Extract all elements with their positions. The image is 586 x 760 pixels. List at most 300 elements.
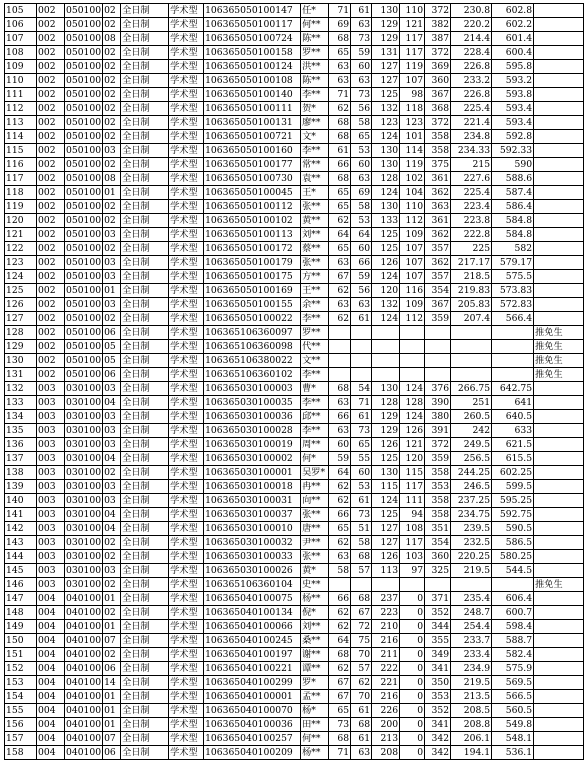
cell-remark [534, 662, 584, 676]
cell-subject2-score: 119 [400, 158, 425, 172]
cell-foreign-lang-score: 70 [351, 648, 372, 662]
cell-subject2-score: 108 [400, 522, 425, 536]
cell-retest-score: 219.5 [451, 676, 492, 690]
cell-degree-type: 学术型 [169, 214, 204, 228]
cell-major-code: 040100 [66, 747, 102, 758]
cell-subject1-score: 125 [372, 228, 400, 242]
cell-politics-score: 68 [329, 130, 351, 144]
cell-direction-code: 02 [103, 116, 121, 130]
cell-final-score: 575.9 [492, 662, 534, 676]
cell-candidate-name: 罗** [301, 46, 329, 60]
cell-final-score [492, 340, 534, 354]
cell-candidate-name: 何** [301, 18, 329, 32]
table-row [5, 382, 584, 396]
cell-seq: 150 [5, 634, 37, 648]
cell-subject2-score [400, 340, 425, 354]
cell-subject2-score: 121 [400, 438, 425, 452]
cell-seq: 145 [5, 564, 37, 578]
cell-politics-score [329, 340, 351, 354]
cell-subject2-score: 119 [400, 60, 425, 74]
cell-exam-id: 106365030100026 [204, 564, 301, 578]
cell-foreign-lang-score: 61 [351, 704, 372, 718]
cell-college-code: 002 [37, 88, 65, 102]
cell-subject1-score: 216 [372, 634, 400, 648]
cell-seq: 155 [5, 704, 37, 718]
cell-initial-total: 358 [425, 130, 451, 144]
cell-candidate-name: 桑** [301, 634, 329, 648]
cell-seq: 146 [5, 578, 37, 592]
cell-subject1-score: 124 [372, 186, 400, 200]
cell-politics-score: 63 [329, 60, 351, 74]
cell-degree-type: 学术型 [169, 466, 204, 480]
cell-candidate-name: 李** [301, 396, 329, 410]
cell-exam-id: 106365040100257 [204, 732, 301, 746]
cell-politics-score: 68 [329, 32, 351, 46]
cell-subject2-score [400, 368, 425, 382]
cell-direction-code: 02 [103, 536, 121, 550]
table-row [5, 158, 584, 172]
table-row [5, 606, 584, 620]
cell-candidate-name: 刘** [301, 228, 329, 242]
cell-subject2-score: 128 [400, 396, 425, 410]
cell-major-code: 050100 [66, 229, 102, 240]
cell-candidate-name: 常** [301, 158, 329, 172]
cell-final-score: 592.33 [492, 144, 534, 158]
cell-politics-score: 64 [329, 634, 351, 648]
cell-direction-code: 02 [103, 102, 121, 116]
cell-politics-score: 62 [329, 620, 351, 634]
cell-initial-total: 371 [425, 592, 451, 606]
cell-final-score: 593.8 [492, 88, 534, 102]
cell-study-mode: 全日制 [121, 270, 169, 284]
cell-final-score [492, 354, 534, 368]
cell-remark [534, 18, 584, 32]
cell-final-score: 595.25 [492, 494, 534, 508]
cell-candidate-name: 周** [301, 438, 329, 452]
cell-college-code: 003 [37, 480, 65, 494]
cell-remark [534, 410, 584, 424]
cell-direction-code: 04 [103, 508, 121, 522]
cell-degree-type: 学术型 [169, 284, 204, 298]
cell-college-code: 003 [37, 578, 65, 592]
cell-degree-type: 学术型 [169, 564, 204, 578]
cell-major-code: 030100 [66, 467, 102, 478]
cell-study-mode: 全日制 [121, 158, 169, 172]
cell-study-mode: 全日制 [121, 4, 169, 18]
cell-candidate-name: 罗** [301, 326, 329, 340]
table-body [5, 4, 584, 760]
cell-candidate-name: 李** [301, 424, 329, 438]
cell-seq: 113 [5, 116, 37, 130]
cell-major-code: 030100 [66, 481, 102, 492]
cell-subject2-score: 94 [400, 508, 425, 522]
cell-exam-id: 106365050100175 [204, 270, 301, 284]
cell-study-mode: 全日制 [121, 466, 169, 480]
cell-exam-id: 106365030100036 [204, 410, 301, 424]
cell-initial-total: 354 [425, 536, 451, 550]
cell-seq: 121 [5, 228, 37, 242]
cell-candidate-name: 倪* [301, 606, 329, 620]
table-row [5, 676, 584, 690]
cell-foreign-lang-score: 71 [351, 396, 372, 410]
cell-subject1-score: 211 [372, 648, 400, 662]
cell-retest-score: 266.75 [451, 382, 492, 396]
cell-retest-score: 256.5 [451, 452, 492, 466]
cell-degree-type: 学术型 [169, 32, 204, 46]
cell-initial-total: 342 [425, 746, 451, 760]
cell-remark [534, 606, 584, 620]
cell-foreign-lang-score: 51 [351, 522, 372, 536]
cell-degree-type: 学术型 [169, 354, 204, 368]
cell-final-score: 633 [492, 424, 534, 438]
cell-seq: 136 [5, 438, 37, 452]
cell-subject1-score: 132 [372, 298, 400, 312]
cell-study-mode: 全日制 [121, 298, 169, 312]
cell-subject1-score: 129 [372, 410, 400, 424]
cell-subject2-score: 102 [400, 172, 425, 186]
cell-direction-code: 03 [103, 270, 121, 284]
cell-politics-score: 62 [329, 284, 351, 298]
cell-final-score: 586.4 [492, 200, 534, 214]
cell-subject2-score: 112 [400, 312, 425, 326]
cell-politics-score: 71 [329, 88, 351, 102]
cell-final-score: 599.5 [492, 480, 534, 494]
cell-seq: 147 [5, 592, 37, 606]
cell-initial-total [425, 368, 451, 382]
cell-college-code: 002 [37, 116, 65, 130]
cell-subject1-score: 126 [372, 256, 400, 270]
cell-major-code: 050100 [66, 61, 102, 72]
cell-direction-code: 01 [103, 284, 121, 298]
cell-degree-type: 学术型 [169, 536, 204, 550]
cell-candidate-name: 张** [301, 508, 329, 522]
cell-seq: 153 [5, 676, 37, 690]
cell-college-code: 002 [37, 340, 65, 354]
cell-remark [534, 424, 584, 438]
cell-study-mode: 全日制 [121, 396, 169, 410]
cell-foreign-lang-score: 65 [351, 438, 372, 452]
cell-subject1-score: 125 [372, 88, 400, 102]
cell-exam-id: 106365106360097 [204, 326, 301, 340]
cell-college-code: 002 [37, 172, 65, 186]
cell-candidate-name: 曹* [301, 382, 329, 396]
cell-retest-score [451, 578, 492, 592]
cell-exam-id: 106365030100002 [204, 452, 301, 466]
cell-foreign-lang-score: 59 [351, 46, 372, 60]
cell-subject2-score: 107 [400, 74, 425, 88]
cell-final-score [492, 326, 534, 340]
cell-remark [534, 102, 584, 116]
cell-politics-score: 69 [329, 18, 351, 32]
cell-candidate-name: 谭** [301, 662, 329, 676]
cell-final-score: 598.4 [492, 620, 534, 634]
cell-exam-id: 106365050100124 [204, 60, 301, 74]
cell-politics-score: 63 [329, 256, 351, 270]
cell-exam-id: 106365106360102 [204, 368, 301, 382]
cell-seq: 126 [5, 298, 37, 312]
cell-exam-id: 106365030100019 [204, 438, 301, 452]
cell-subject2-score: 117 [400, 46, 425, 60]
table-row [5, 732, 584, 746]
cell-subject1-score: 126 [372, 550, 400, 564]
cell-degree-type: 学术型 [169, 312, 204, 326]
cell-exam-id: 106365050100111 [204, 102, 301, 116]
cell-degree-type: 学术型 [169, 606, 204, 620]
cell-initial-total: 325 [425, 564, 451, 578]
cell-college-code: 003 [37, 438, 65, 452]
cell-exam-id: 106365050100147 [204, 4, 301, 18]
cell-politics-score [329, 354, 351, 368]
cell-subject1-score: 223 [372, 606, 400, 620]
cell-politics-score: 65 [329, 200, 351, 214]
cell-study-mode: 全日制 [121, 354, 169, 368]
cell-direction-code: 14 [103, 676, 121, 690]
cell-subject1-score: 210 [372, 620, 400, 634]
cell-major-code: 030100 [66, 425, 102, 436]
table-row [5, 522, 584, 536]
cell-initial-total: 362 [425, 256, 451, 270]
table-row [5, 480, 584, 494]
cell-foreign-lang-score: 61 [351, 4, 372, 18]
cell-exam-id: 106365050100721 [204, 130, 301, 144]
cell-major-code: 050100 [66, 145, 102, 156]
cell-exam-id: 106365040100299 [204, 676, 301, 690]
cell-retest-score: 217.17 [451, 256, 492, 270]
cell-subject1-score: 127 [372, 60, 400, 74]
cell-final-score: 600.7 [492, 606, 534, 620]
cell-candidate-name: 孟** [301, 690, 329, 704]
cell-direction-code: 08 [103, 172, 121, 186]
cell-initial-total: 359 [425, 452, 451, 466]
cell-direction-code: 03 [103, 144, 121, 158]
cell-politics-score: 62 [329, 662, 351, 676]
cell-exam-id: 106365030100035 [204, 396, 301, 410]
table-row [5, 116, 584, 130]
cell-degree-type: 学术型 [169, 4, 204, 18]
cell-exam-id: 106365050100022 [204, 312, 301, 326]
cell-foreign-lang-score [351, 578, 372, 592]
cell-major-code: 040100 [66, 607, 102, 618]
cell-candidate-name: 王** [301, 284, 329, 298]
cell-retest-score: 219.83 [451, 284, 492, 298]
cell-foreign-lang-score: 63 [351, 74, 372, 88]
cell-study-mode: 全日制 [121, 284, 169, 298]
cell-study-mode: 全日制 [121, 676, 169, 690]
cell-direction-code: 02 [103, 312, 121, 326]
cell-study-mode: 全日制 [121, 592, 169, 606]
cell-college-code: 002 [37, 46, 65, 60]
cell-politics-score: 61 [329, 144, 351, 158]
cell-final-score: 602.2 [492, 18, 534, 32]
cell-degree-type: 学术型 [169, 88, 204, 102]
cell-retest-score: 223.4 [451, 200, 492, 214]
cell-candidate-name: 刘** [301, 620, 329, 634]
table-row [5, 340, 584, 354]
cell-direction-code: 07 [103, 732, 121, 746]
cell-seq: 144 [5, 550, 37, 564]
cell-major-code: 050100 [66, 103, 102, 114]
cell-candidate-name: 陈** [301, 32, 329, 46]
cell-seq: 106 [5, 18, 37, 32]
cell-politics-score: 66 [329, 410, 351, 424]
cell-degree-type: 学术型 [169, 452, 204, 466]
cell-retest-score: 220.25 [451, 550, 492, 564]
cell-seq: 120 [5, 214, 37, 228]
cell-direction-code: 04 [103, 452, 121, 466]
cell-degree-type: 学术型 [169, 172, 204, 186]
cell-seq: 114 [5, 130, 37, 144]
cell-retest-score: 234.33 [451, 144, 492, 158]
cell-retest-score: 235.4 [451, 592, 492, 606]
cell-remark [534, 284, 584, 298]
cell-subject1-score: 129 [372, 32, 400, 46]
cell-exam-id: 106365050100172 [204, 242, 301, 256]
cell-exam-id: 106365040100036 [204, 718, 301, 732]
cell-foreign-lang-score: 60 [351, 60, 372, 74]
cell-remark [534, 32, 584, 46]
cell-subject1-score: 128 [372, 172, 400, 186]
cell-seq: 125 [5, 284, 37, 298]
cell-initial-total [425, 340, 451, 354]
cell-direction-code: 03 [103, 480, 121, 494]
cell-subject2-score: 110 [400, 4, 425, 18]
cell-major-code: 050100 [66, 257, 102, 268]
cell-subject2-score: 114 [400, 144, 425, 158]
cell-subject2-score: 103 [400, 550, 425, 564]
cell-final-score: 588.6 [492, 172, 534, 186]
cell-retest-score: 226.8 [451, 88, 492, 102]
cell-major-code: 030100 [66, 565, 102, 576]
cell-direction-code: 02 [103, 74, 121, 88]
table-row [5, 578, 584, 592]
cell-retest-score [451, 340, 492, 354]
cell-direction-code: 03 [103, 256, 121, 270]
cell-seq: 158 [5, 746, 37, 760]
cell-subject2-score: 109 [400, 298, 425, 312]
cell-candidate-name: 方** [301, 270, 329, 284]
cell-foreign-lang-score: 73 [351, 88, 372, 102]
cell-direction-code: 07 [103, 634, 121, 648]
cell-foreign-lang-score: 63 [351, 298, 372, 312]
cell-direction-code: 06 [103, 662, 121, 676]
cell-subject2-score [400, 578, 425, 592]
cell-direction-code: 05 [103, 340, 121, 354]
cell-seq: 127 [5, 312, 37, 326]
cell-seq: 123 [5, 256, 37, 270]
cell-seq: 143 [5, 536, 37, 550]
cell-foreign-lang-score: 68 [351, 718, 372, 732]
cell-initial-total: 359 [425, 312, 451, 326]
cell-major-code: 030100 [66, 453, 102, 464]
cell-subject1-score: 129 [372, 424, 400, 438]
cell-final-score: 573.83 [492, 284, 534, 298]
cell-study-mode: 全日制 [121, 340, 169, 354]
cell-college-code: 002 [37, 200, 65, 214]
cell-politics-score: 65 [329, 522, 351, 536]
cell-foreign-lang-score: 67 [351, 606, 372, 620]
cell-foreign-lang-score: 70 [351, 690, 372, 704]
cell-retest-score: 237.25 [451, 494, 492, 508]
table-row [5, 74, 584, 88]
cell-candidate-name: 张** [301, 550, 329, 564]
cell-subject2-score: 120 [400, 452, 425, 466]
cell-college-code: 003 [37, 550, 65, 564]
cell-exam-id: 106365050100140 [204, 88, 301, 102]
cell-initial-total: 375 [425, 158, 451, 172]
cell-remark: 推免生 [534, 578, 584, 592]
cell-college-code: 002 [37, 214, 65, 228]
cell-retest-score: 242 [451, 424, 492, 438]
cell-final-score: 601.4 [492, 32, 534, 46]
cell-subject1-score [372, 354, 400, 368]
cell-degree-type: 学术型 [169, 662, 204, 676]
cell-foreign-lang-score: 58 [351, 200, 372, 214]
cell-major-code: 040100 [66, 593, 102, 604]
cell-politics-score: 64 [329, 228, 351, 242]
cell-direction-code: 02 [103, 214, 121, 228]
cell-final-score: 621.5 [492, 438, 534, 452]
cell-direction-code: 03 [103, 424, 121, 438]
cell-study-mode: 全日制 [121, 60, 169, 74]
cell-initial-total: 390 [425, 396, 451, 410]
cell-final-score: 569.5 [492, 676, 534, 690]
cell-major-code: 050100 [66, 243, 102, 254]
cell-college-code: 004 [37, 676, 65, 690]
cell-remark [534, 704, 584, 718]
cell-remark [534, 732, 584, 746]
cell-politics-score: 71 [329, 4, 351, 18]
cell-college-code: 003 [37, 424, 65, 438]
cell-subject2-score: 0 [400, 746, 425, 760]
cell-initial-total: 380 [425, 410, 451, 424]
cell-major-code: 050100 [66, 173, 102, 184]
cell-retest-score: 234.75 [451, 508, 492, 522]
cell-subject1-score: 124 [372, 270, 400, 284]
cell-college-code: 002 [37, 18, 65, 32]
cell-subject1-score: 213 [372, 732, 400, 746]
cell-retest-score: 207.4 [451, 312, 492, 326]
cell-college-code: 002 [37, 144, 65, 158]
table-row [5, 648, 584, 662]
cell-major-code: 050100 [66, 369, 102, 380]
cell-initial-total: 352 [425, 606, 451, 620]
table-row [5, 312, 584, 326]
cell-retest-score: 215 [451, 158, 492, 172]
cell-politics-score [329, 326, 351, 340]
cell-subject1-score: 222 [372, 662, 400, 676]
cell-study-mode: 全日制 [121, 46, 169, 60]
cell-degree-type: 学术型 [169, 746, 204, 760]
cell-remark [534, 4, 584, 18]
cell-seq: 148 [5, 606, 37, 620]
table-row [5, 270, 584, 284]
cell-major-code: 050100 [66, 215, 102, 226]
cell-seq: 135 [5, 424, 37, 438]
cell-foreign-lang-score: 68 [351, 550, 372, 564]
cell-seq: 107 [5, 32, 37, 46]
cell-final-score: 579.17 [492, 256, 534, 270]
cell-seq: 129 [5, 340, 37, 354]
table-row [5, 4, 584, 18]
cell-candidate-name: 何** [301, 732, 329, 746]
cell-seq: 132 [5, 382, 37, 396]
cell-exam-id: 106365030100018 [204, 480, 301, 494]
cell-retest-score: 233.2 [451, 74, 492, 88]
cell-initial-total: 341 [425, 718, 451, 732]
cell-study-mode: 全日制 [121, 606, 169, 620]
cell-foreign-lang-score: 61 [351, 410, 372, 424]
cell-final-score: 572.83 [492, 298, 534, 312]
